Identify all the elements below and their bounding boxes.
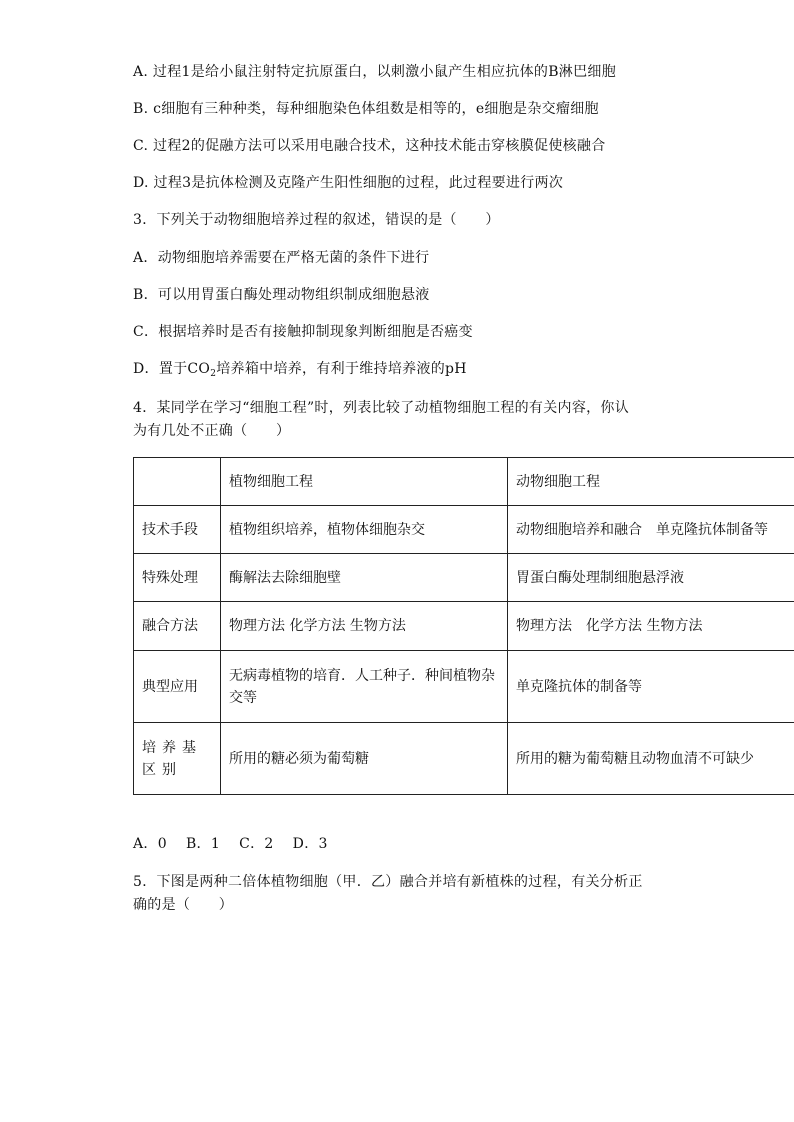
table-cell: 单克隆抗体的制备等 [508,651,794,723]
comparison-table [133,457,794,795]
q3-option-a: A．动物细胞培养需要在严格无菌的条件下进行 [133,250,430,266]
table-cell: 物理方法 化学方法 生物方法 [221,602,508,651]
table-cell: 无病毒植物的培育．人工种子．种间植物杂交等 [221,651,508,723]
table-row [134,723,794,795]
q4-answer-options: A．0 B．1 C．2 D．3 [133,836,328,852]
q4-stem-line-1: 4．某同学在学习“细胞工程”时，列表比较了动植物细胞工程的有关内容，你认 [133,400,630,416]
q3-option-d-subscript: 2 [210,369,217,379]
table-header-cell [134,458,221,506]
q2-option-a: A. 过程1是给小鼠注射特定抗原蛋白，以刺激小鼠产生相应抗体的B淋巴细胞 [133,64,617,80]
q3-option-d [133,360,467,383]
table-cell: 物理方法 化学方法 生物方法 [508,602,794,651]
q2-option-d: D. 过程3是抗体检测及克隆产生阳性细胞的过程，此过程要进行两次 [133,175,564,191]
q2-option-b: B. c细胞有三种种类，每种细胞染色体组数是相等的，e细胞是杂交瘤细胞 [133,101,599,117]
q4-stem-line-2: 为有几处不正确（ ） [133,423,291,439]
q2-option-c: C. 过程2的促融方法可以采用电融合技术，这种技术能击穿核膜促使核融合 [133,138,606,154]
q3-option-d-prefix: D．置于CO [133,361,211,377]
table-row [134,554,794,602]
q3-option-b: B．可以用胃蛋白酶处理动物组织制成细胞悬液 [133,287,430,303]
table-cell: 所用的糖必须为葡萄糖 [221,723,508,795]
q3-option-c: C．根据培养时是否有接触抑制现象判断细胞是否癌变 [133,324,473,340]
table-row [134,506,794,554]
table-cell: 典型应用 [134,651,221,723]
table-cell: 培养基区别 [134,723,221,795]
table-cell: 技术手段 [134,506,221,554]
q5-stem-line-2: 确的是（ ） [133,897,234,913]
table-cell: 动物细胞培养和融合 单克隆抗体制备等 [508,506,794,554]
table-header-row [134,458,794,506]
table-row [134,602,794,651]
table-row [134,651,794,723]
q3-stem: 3．下列关于动物细胞培养过程的叙述，错误的是（ ） [133,212,500,228]
table-cell: 特殊处理 [134,554,221,602]
table-cell: 所用的糖为葡萄糖且动物血清不可缺少 [508,723,794,795]
table-header-cell: 植物细胞工程 [221,458,508,506]
table-header-cell: 动物细胞工程 [508,458,794,506]
table-cell: 融合方法 [134,602,221,651]
table-cell: 植物组织培养，植物体细胞杂交 [221,506,508,554]
q3-option-d-suffix: 培养箱中培养，有利于维持培养液的pH [216,361,467,377]
q5-stem-line-1: 5．下图是两种二倍体植物细胞（甲．乙）融合并培有新植株的过程，有关分析正 [133,874,643,890]
table-cell: 胃蛋白酶处理制细胞悬浮液 [508,554,794,602]
table-cell: 酶解法去除细胞壁 [221,554,508,602]
